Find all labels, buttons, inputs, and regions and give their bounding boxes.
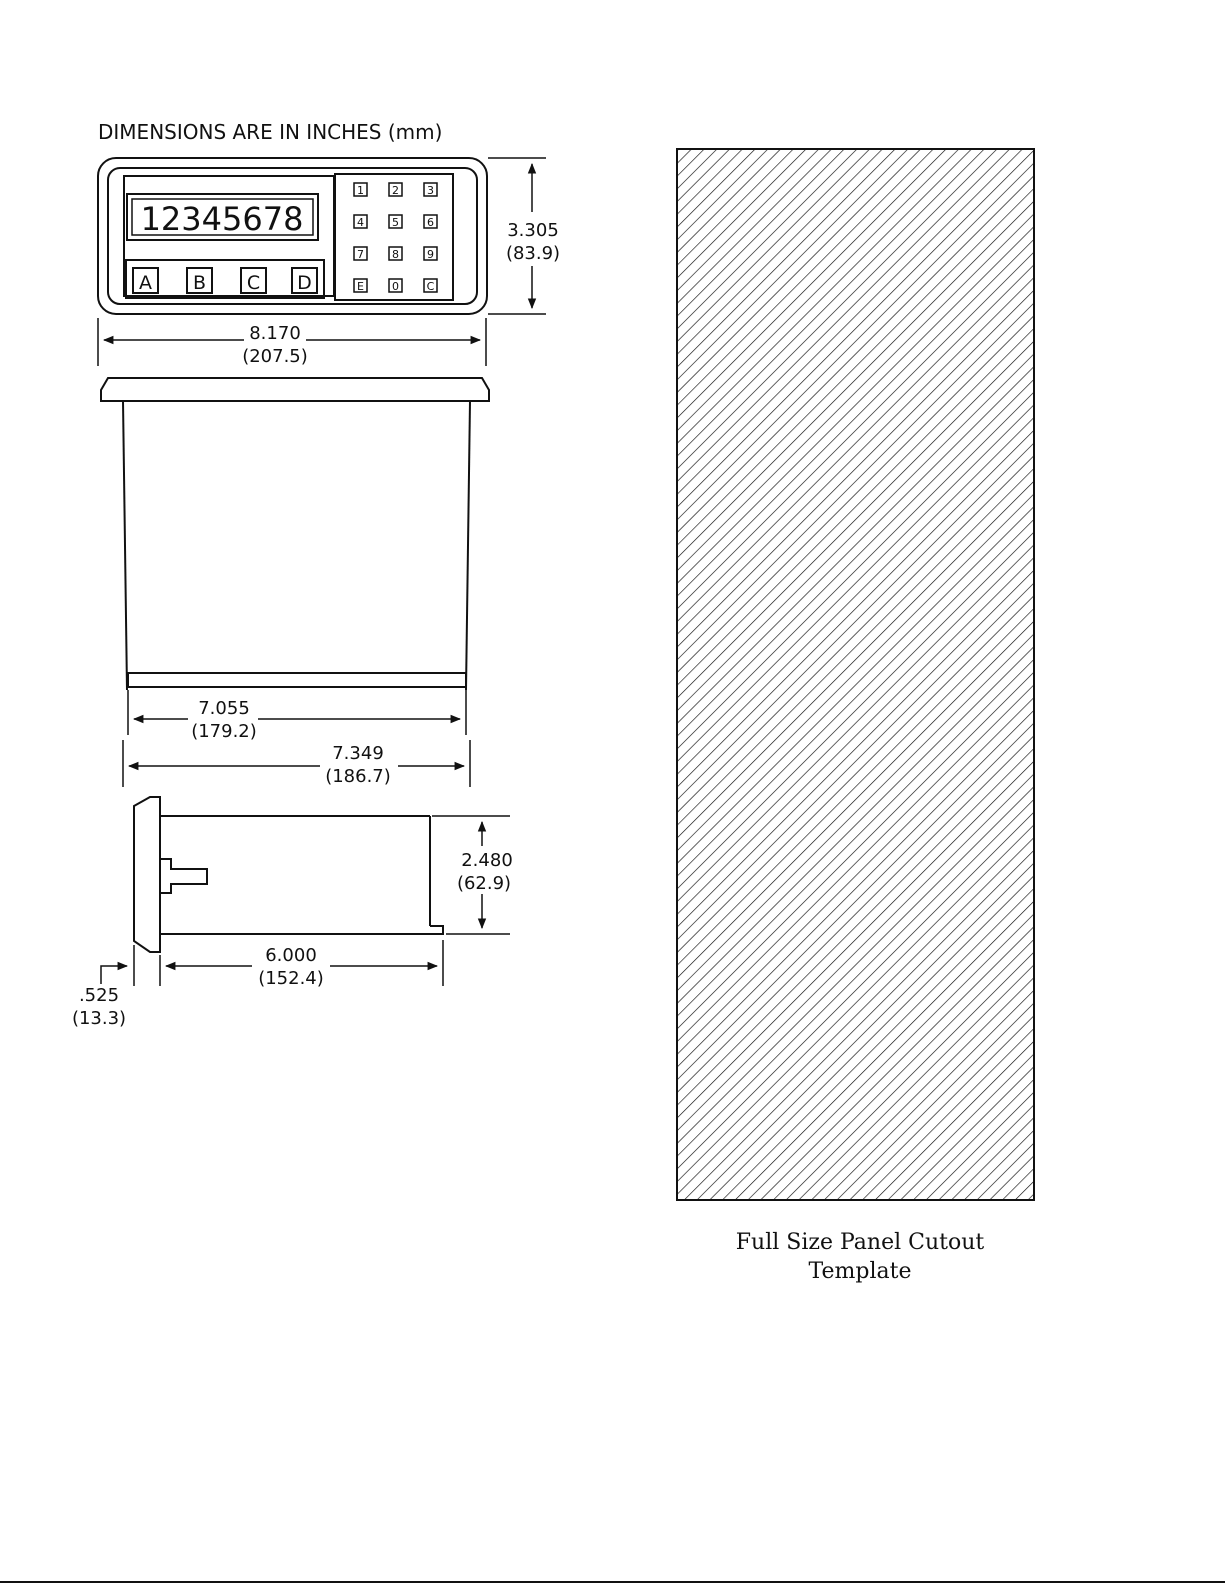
outer-width-mm-label: (186.7) <box>325 766 391 787</box>
function-key-d-label: D <box>297 272 312 294</box>
svg-text:8: 8 <box>392 248 399 261</box>
keypad-key-1 <box>354 183 367 197</box>
keypad-key-9 <box>424 247 437 261</box>
svg-text:1: 1 <box>357 184 364 197</box>
depth-inches-label: 6.000 <box>265 945 317 966</box>
top-body-left-edge <box>123 401 127 690</box>
side-height-mm-label: (62.9) <box>456 873 512 894</box>
svg-text:C: C <box>426 280 435 293</box>
side-body-bottom <box>160 926 443 934</box>
svg-text:0: 0 <box>392 280 399 293</box>
side-height-inches-label: 2.480 <box>461 850 513 871</box>
side-connector <box>160 859 207 893</box>
top-bezel <box>101 378 489 401</box>
keypad-key-3 <box>424 183 437 197</box>
dimensions-heading: DIMENSIONS ARE IN INCHES (mm) <box>98 120 443 144</box>
width-mm-label: (207.5) <box>242 346 308 367</box>
template-caption-line1: Full Size Panel Cutout <box>735 1230 985 1255</box>
keypad-key-7 <box>354 247 367 261</box>
svg-text:7: 7 <box>357 248 364 261</box>
height-inches-label: 3.305 <box>507 220 559 241</box>
outer-width-inches-label: 7.349 <box>332 743 384 764</box>
top-rear-plate <box>128 673 466 687</box>
svg-text:5: 5 <box>392 216 399 229</box>
width-inches-label: 8.170 <box>249 323 301 344</box>
keypad-key-5 <box>389 215 402 229</box>
depth-mm-label: (152.4) <box>258 968 324 989</box>
function-key-c <box>241 268 266 294</box>
function-key-c-label: C <box>246 272 261 294</box>
svg-text:9: 9 <box>427 248 434 261</box>
bezel-leader <box>101 966 127 984</box>
svg-text:2: 2 <box>392 184 399 197</box>
svg-text:4: 4 <box>357 216 364 229</box>
function-key-d <box>292 268 317 294</box>
keypad-keys <box>354 183 437 293</box>
bezel-inches-label: .525 <box>78 985 120 1006</box>
keypad-key-2 <box>389 183 402 197</box>
height-mm-label: (83.9) <box>505 243 561 264</box>
side-bezel <box>134 797 160 952</box>
function-key-a <box>133 268 158 294</box>
top-view <box>101 378 489 787</box>
inner-width-mm-label: (179.2) <box>191 721 257 742</box>
keypad-key-6 <box>424 215 437 229</box>
side-view <box>72 797 513 1029</box>
function-key-b-label: B <box>192 272 207 294</box>
keypad-key-4 <box>354 215 367 229</box>
svg-text:6: 6 <box>427 216 434 229</box>
template-caption <box>680 1228 1040 1286</box>
panel-cutout-template <box>677 149 1034 1200</box>
keypad-key-8 <box>389 247 402 261</box>
svg-text:3: 3 <box>427 184 434 197</box>
inner-width-inches-label: 7.055 <box>198 698 250 719</box>
front-view <box>98 158 560 367</box>
display-digits: 12345678 <box>140 200 304 238</box>
keypad-key-0 <box>389 279 402 293</box>
function-key-a-label: A <box>139 272 152 294</box>
template-caption-line2: Template <box>808 1259 912 1284</box>
bezel-mm-label: (13.3) <box>71 1008 127 1029</box>
page-bottom-rule <box>0 1581 1225 1583</box>
svg-text:E: E <box>357 280 364 293</box>
keypad-key-clear <box>424 279 437 293</box>
function-key-b <box>187 268 212 294</box>
top-body-right-edge <box>466 401 470 690</box>
keypad-key-e <box>354 279 367 293</box>
